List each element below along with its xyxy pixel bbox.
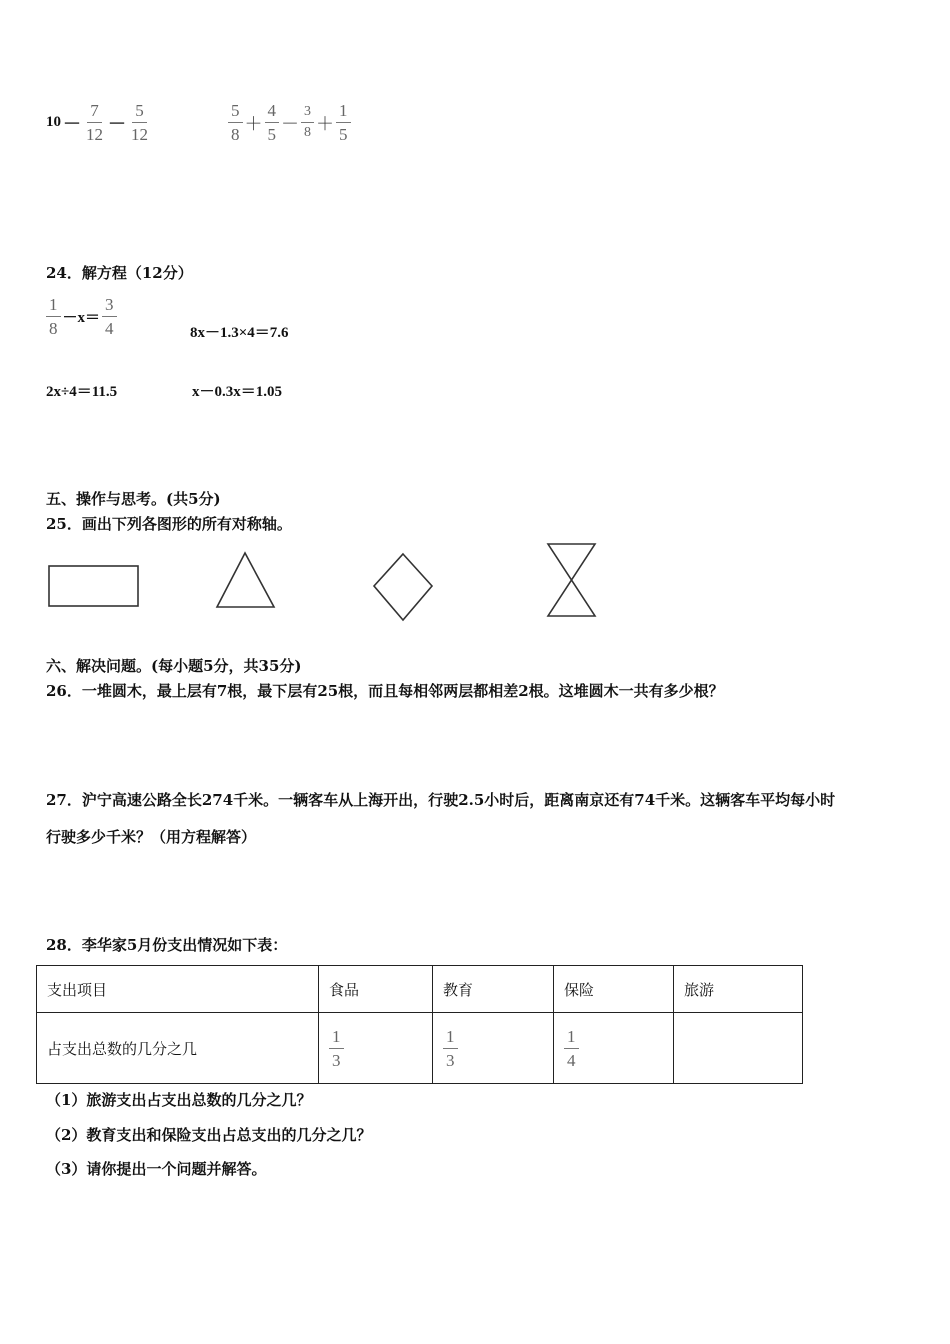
equation-middle: －x＝ xyxy=(62,310,101,326)
expense-table xyxy=(36,965,803,1084)
calc-expression-1 xyxy=(46,102,151,143)
fraction xyxy=(329,1028,344,1069)
table-header-cell: 食品 xyxy=(319,966,433,1013)
table-row xyxy=(37,1013,803,1084)
numerator: 1 xyxy=(564,1028,579,1049)
section-5-title: 五、操作与思考。(共5分) xyxy=(46,490,221,508)
denominator: 12 xyxy=(86,125,103,144)
fraction xyxy=(564,1028,579,1069)
equation-4: x－0.3x＝1.05 xyxy=(192,384,283,400)
fraction xyxy=(102,296,117,337)
denominator: 3 xyxy=(446,1050,455,1070)
denominator: 4 xyxy=(567,1050,576,1070)
equation-3: 2x÷4＝11.5 xyxy=(46,384,118,400)
numerator: 1 xyxy=(46,296,61,317)
rhombus-shape xyxy=(374,554,432,620)
minus-sign: － xyxy=(281,113,299,134)
numerator: 1 xyxy=(336,102,351,123)
numerator: 3 xyxy=(102,296,117,317)
table-cell-empty xyxy=(674,1013,803,1084)
table-header-cell: 支出项目 xyxy=(37,966,319,1013)
numerator: 1 xyxy=(443,1028,458,1049)
fraction xyxy=(265,102,280,143)
question-28-sub-3: （3）请你提出一个问题并解答。 xyxy=(46,1160,267,1178)
plus-sign: ＋ xyxy=(244,113,263,134)
denominator: 5 xyxy=(267,125,276,144)
triangle-shape xyxy=(217,553,274,607)
table-header-cell: 保险 xyxy=(554,966,674,1013)
question-25-text: 25．画出下列各图形的所有对称轴。 xyxy=(46,515,292,533)
numerator: 5 xyxy=(132,102,147,123)
equation-2: 8x－1.3×4＝7.6 xyxy=(190,325,289,341)
denominator: 8 xyxy=(231,125,240,144)
denominator: 3 xyxy=(332,1050,341,1070)
question-24-title: 24．解方程（12分） xyxy=(46,264,193,282)
numerator: 4 xyxy=(265,102,280,123)
numerator: 3 xyxy=(301,105,314,123)
fraction xyxy=(301,105,314,140)
question-28-intro: 28．李华家5月份支出情况如下表： xyxy=(46,936,288,954)
equation-1 xyxy=(46,296,117,337)
denominator: 5 xyxy=(339,125,348,144)
fraction xyxy=(46,296,61,337)
question-27-line-2: 行驶多少千米？（用方程解答） xyxy=(46,828,257,846)
denominator: 12 xyxy=(131,125,148,144)
denominator: 4 xyxy=(105,319,114,338)
table-cell xyxy=(433,1013,554,1084)
question-28-sub-2: （2）教育支出和保险支出占总支出的几分之几？ xyxy=(46,1126,372,1144)
table-cell xyxy=(319,1013,433,1084)
fraction xyxy=(128,102,151,143)
minus-sign: － xyxy=(108,113,126,134)
hourglass-shape xyxy=(548,544,595,616)
table-header-cell: 教育 xyxy=(433,966,554,1013)
numerator: 1 xyxy=(329,1028,344,1049)
table-cell xyxy=(554,1013,674,1084)
rectangle-shape xyxy=(49,566,138,606)
table-header-row xyxy=(37,966,803,1013)
fraction xyxy=(83,102,106,143)
shapes-figure xyxy=(0,540,700,630)
table-row-label: 占支出总数的几分之几 xyxy=(37,1013,319,1084)
calc-expression-2 xyxy=(228,102,351,143)
question-27-line-1: 27．沪宁高速公路全长274千米。一辆客车从上海开出，行驶2.5小时后，距离南京还有74千米。这辆客车平均每小时 xyxy=(46,791,836,809)
whole-number: 10 xyxy=(46,114,61,130)
minus-sign: － xyxy=(63,113,81,134)
question-26-text: 26．一堆圆木，最上层有7根，最下层有25根，而且每相邻两层都相差2根。这堆圆木一共有多少根？ xyxy=(46,682,724,700)
fraction xyxy=(336,102,351,143)
plus-sign: ＋ xyxy=(316,113,334,134)
fraction xyxy=(443,1028,458,1069)
denominator: 8 xyxy=(49,319,58,338)
denominator: 8 xyxy=(304,125,311,140)
fraction xyxy=(228,102,243,143)
question-28-sub-1: （1）旅游支出占支出总数的几分之几？ xyxy=(46,1091,312,1109)
table-header-cell: 旅游 xyxy=(674,966,803,1013)
numerator: 5 xyxy=(228,102,243,123)
numerator: 7 xyxy=(87,102,102,123)
section-6-title: 六、解决问题。(每小题5分，共35分) xyxy=(46,657,302,675)
